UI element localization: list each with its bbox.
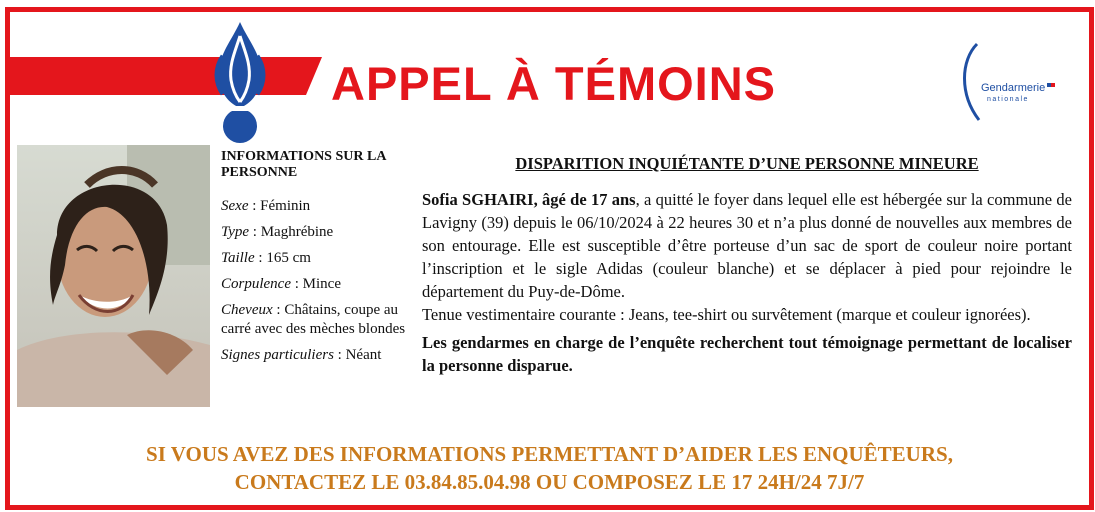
case-title: DISPARITION INQUIÉTANTE D’UNE PERSONNE MINEURE <box>515 154 979 173</box>
missing-person-photo <box>17 145 210 407</box>
contact-line-1: SI VOUS AVEZ DES INFORMATIONS PERMETTANT D’AIDER LES ENQUÊTEURS, <box>146 442 953 466</box>
gendarmerie-grenade-icon <box>209 16 271 144</box>
gendarmerie-logo <box>945 38 1060 128</box>
contact-line-2: CONTACTEZ LE 03.84.85.04.98 OU COMPOSEZ LE 17 24H/24 7J/7 <box>234 470 865 494</box>
case-description: Sofia SGHAIRI, âgé de 17 ans, a quitté le foyer dans lequel elle est hébergée sur la commune de Lavigny (39) depuis le 06/10/2024 à 22 heures 30 et n’a plus donné de nouvelles aux membres de son entourage. Elle est susceptible d’être porteuse d’un sac de sport de couleur noire portant l’inscription et le sigle Adidas (couleur blanche) et se déplacer à pied pour rejoindre le département du Puy-de-Dôme. <box>422 190 1072 301</box>
wanted-poster <box>5 7 1094 510</box>
person-info-panel <box>221 145 411 372</box>
info-corpulence: Corpulence : Mince <box>221 276 341 292</box>
case-content <box>422 148 1072 377</box>
info-taille: Taille : 165 cm <box>221 250 311 266</box>
clothing-description: Tenue vestimentaire courante : Jeans, tee-shirt ou survêtement (marque et couleur ignorées). <box>422 305 1031 324</box>
person-name-age: Sofia SGHAIRI, âgé de 17 ans <box>422 190 636 209</box>
info-type: Type : Maghrébine <box>221 224 334 240</box>
appeal-text: Les gendarmes en charge de l’enquête recherchent tout témoignage permettant de localiser la personne disparue. <box>422 333 1072 375</box>
info-signes: Signes particuliers : Néant <box>221 347 382 363</box>
contact-info <box>10 440 1089 496</box>
logo-text-nationale: nationale <box>987 96 1029 103</box>
logo-text-gendarmerie: Gendarmerie <box>981 82 1046 94</box>
person-info-title: INFORMATIONS SUR LA PERSONNE <box>221 149 386 180</box>
info-sexe: Sexe : Féminin <box>221 198 311 214</box>
page-title: APPEL À TÉMOINS <box>331 57 777 110</box>
info-cheveux: Cheveux : Châtains, coupe au carré avec des mèches blondes <box>221 302 406 337</box>
